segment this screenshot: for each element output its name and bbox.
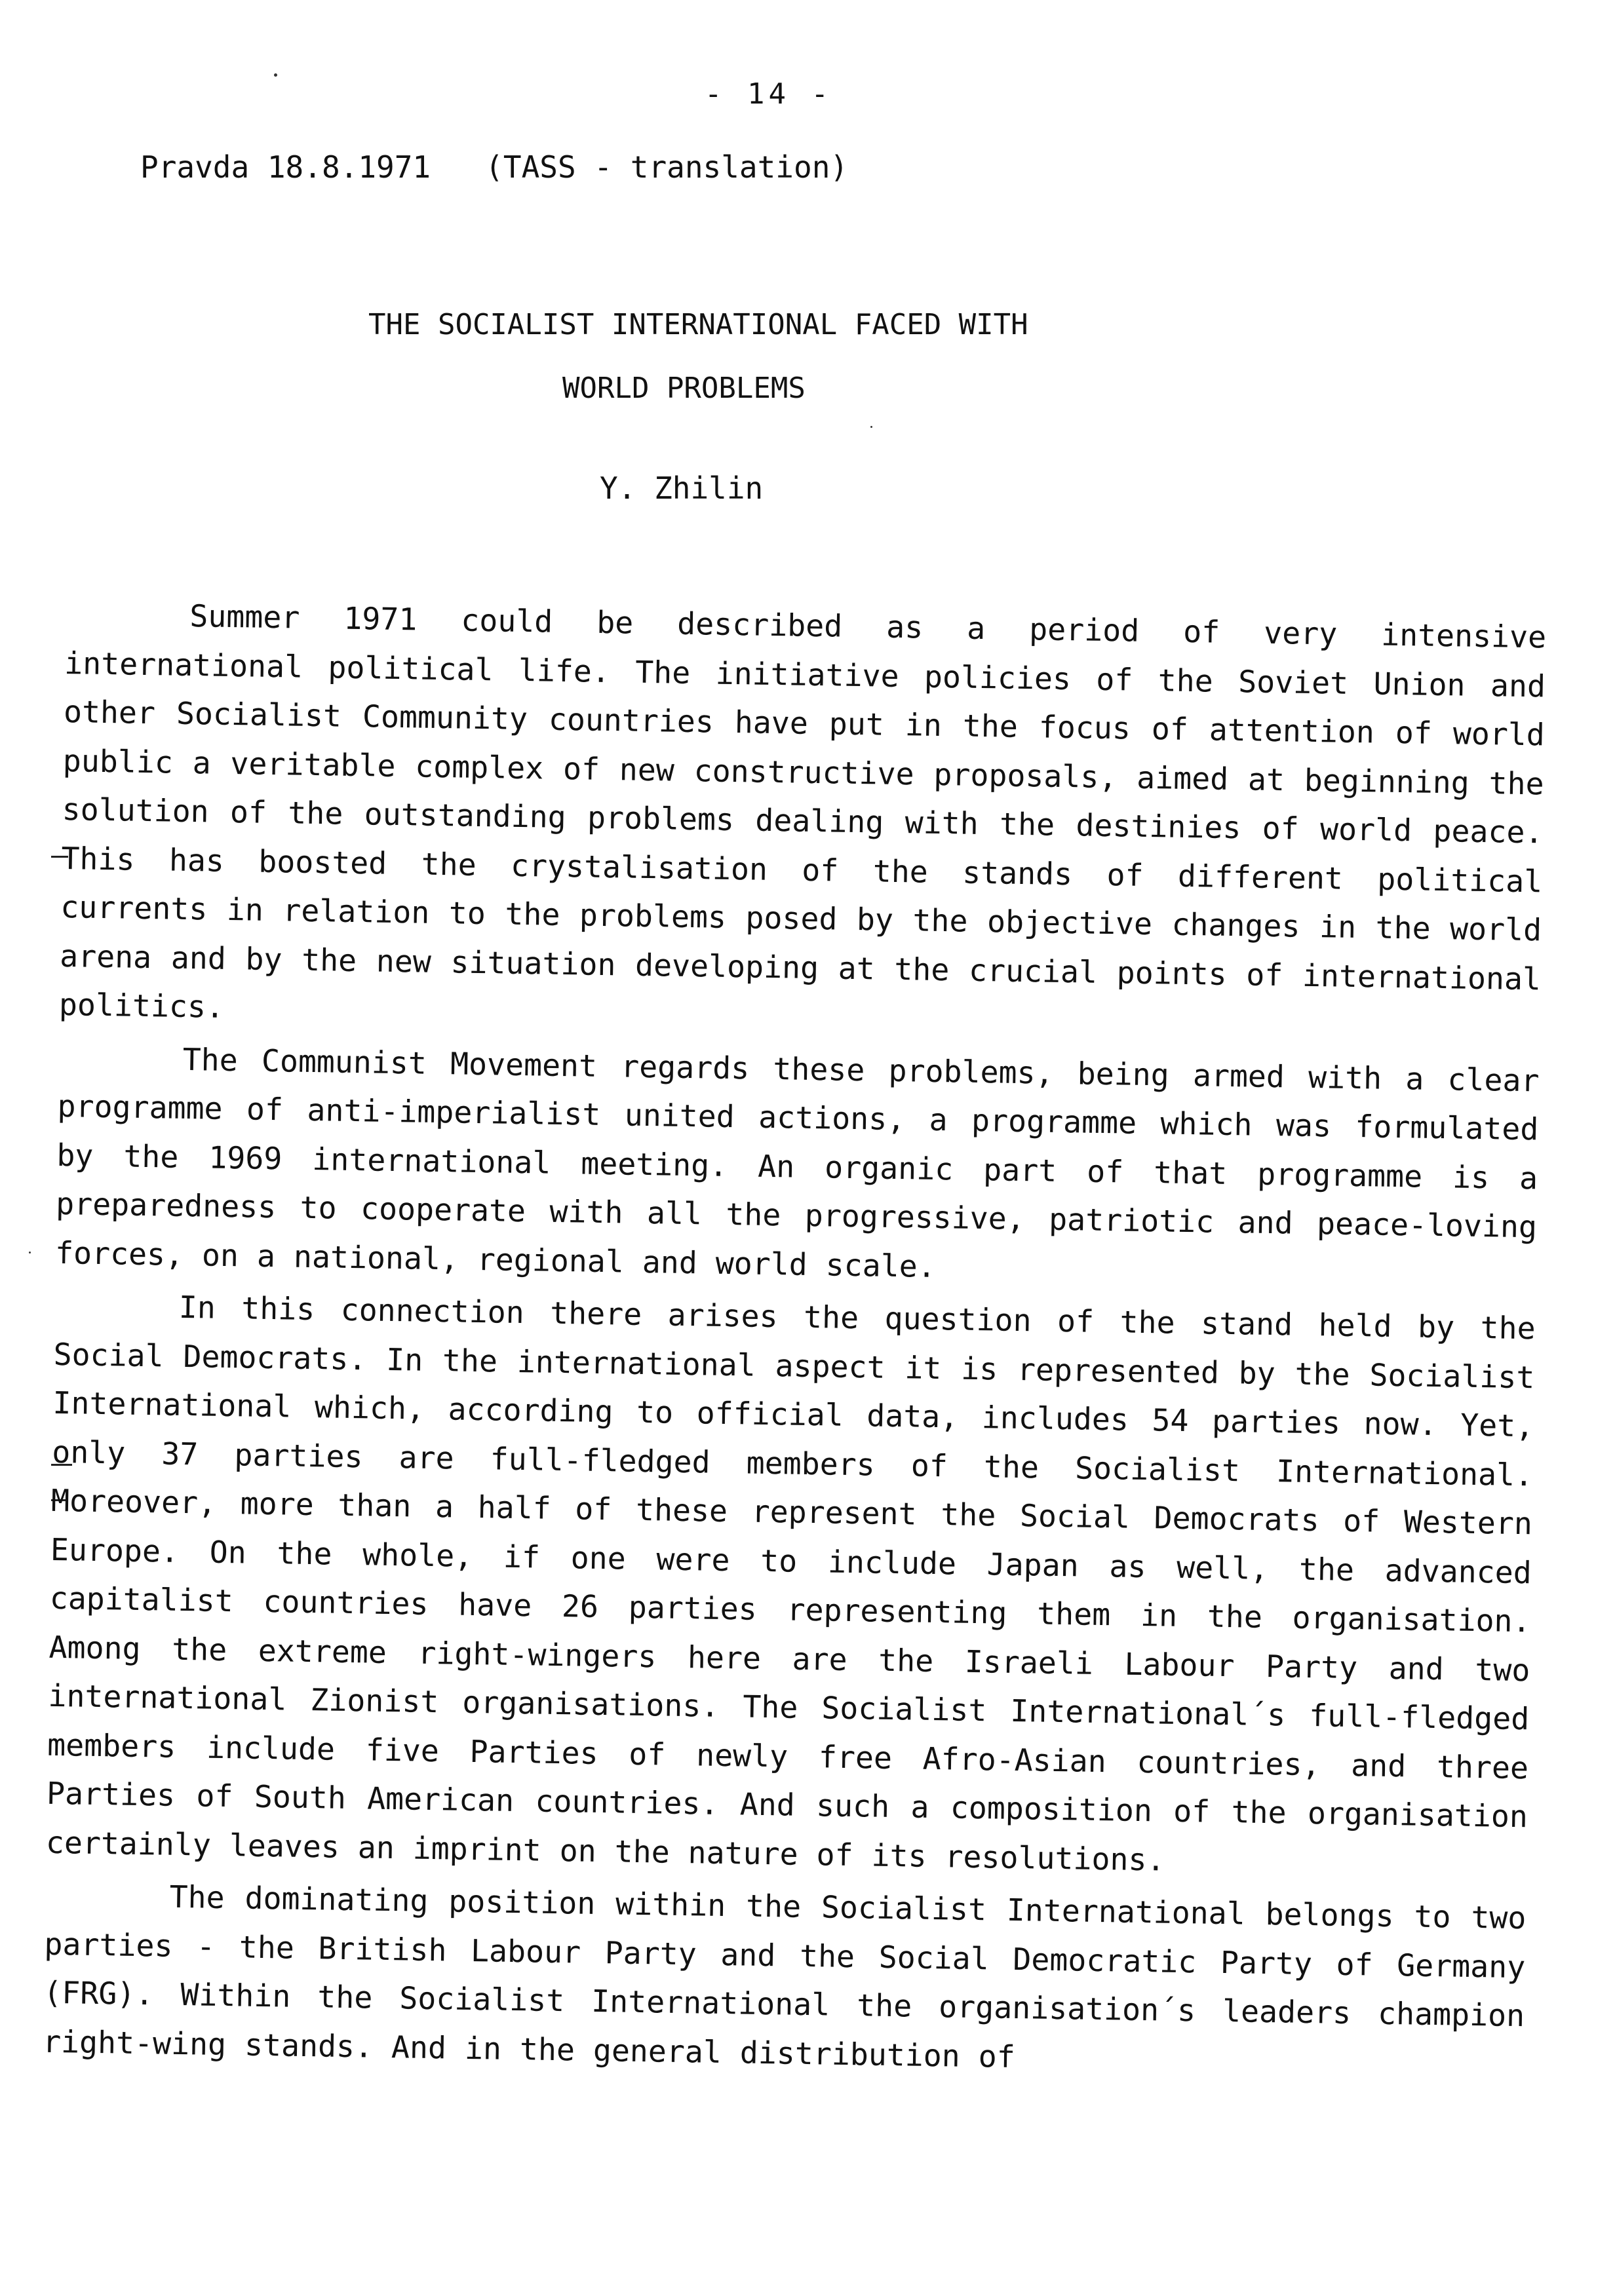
paragraph: The dominating position within the Socialist International belongs to two parties - the British Labour Party and the Social Democratic Party of Germany (FRG). Within the Socialist International the organisation´s leaders champion right-wing stands. And in the general distribution of	[42, 1879, 1527, 2075]
scan-speck	[870, 426, 872, 428]
page-number: - 14 -	[705, 77, 832, 111]
scan-speck	[29, 1252, 31, 1253]
article-title-line-1: THE SOCIALIST INTERNATIONAL FACED WITH	[368, 308, 1028, 341]
article-author: Y. Zhilin	[600, 470, 764, 506]
paragraph: The Communist Movement regards these problems, being armed with a clear programme of anti-imperialist united actions, a programme which was formulated by the 1969 international meeting. An organic part of that programme is a preparedness to cooperate with all the progressive, patriotic and peace-loving forces, on a national, regional and world scale.	[54, 1041, 1540, 1284]
scan-speck	[274, 73, 277, 77]
paragraph: Summer 1971 could be described as a period of very intensive international political life. The initiative policies of the Soviet Union and other Socialist Community countries have put in the focus of attention of world public a veritable complex of new constructive proposals, aimed at beginning the solution of the outstanding problems dealing with the destinies of world peace. This has boosted the crystalisation of the stands of different political currents in relation to the problems posed by the objective changes in the world arena and by the new situation developing at the crucial points of international politics.	[58, 598, 1547, 1025]
article-body	[43, 590, 1547, 2089]
source-citation: Pravda 18.8.1971 (TASS - translation)	[140, 149, 849, 185]
article-title-line-2: WORLD PROBLEMS	[562, 372, 806, 405]
paragraph: In this connection there arises the question of the stand held by the Social Democrats. In the international aspect it is represented by the Socialist International which, according to official data, includes 54 parties now. Yet, only 37 parties are full-fledged members of the Socialist International. Moreover, more than a half of these represent the Social Democrats of Western Europe. On the whole, if one were to include Japan as well, the advanced capitalist countries have 26 parties representing them in the organisation. Among the extreme right-wingers here are the Israeli Labour Party and two international Zionist organisations. The Socialist International´s full-fledged members include five Parties of newly free Afro-Asian countries, and three Parties of South American countries. And such a composition of the organisation certainly leaves an imprint on the nature of its resolutions.	[45, 1289, 1536, 1878]
